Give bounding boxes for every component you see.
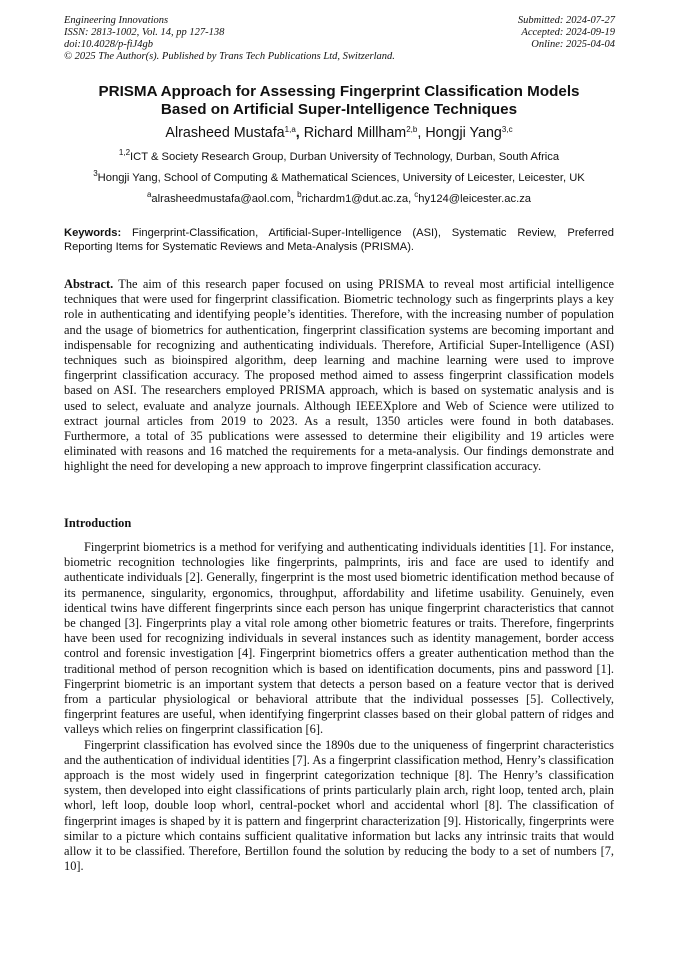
author-2: Richard Millham: [303, 125, 407, 141]
affiliation-2-text: Hongji Yang, School of Computing & Mathematical Sciences, University of Leicester, Leicester, UK: [97, 172, 585, 184]
email-list: $^a$alrasheedmustafa@aol.com, $^b$richardm1@dut.ac.za, $^c$hy124@leicester.ac.za: [146, 190, 532, 205]
doi-line: doi:10.4028/p-fiJ4gb: [64, 39, 153, 50]
abstract-label: Abstract.: [64, 277, 114, 291]
title-line-1: PRISMA Approach for Assessing Fingerprint Classification Models: [98, 83, 580, 100]
introduction-body: [64, 540, 614, 874]
accepted-date: Accepted: 2024-09-19: [521, 27, 615, 38]
keywords-block: [64, 226, 614, 254]
issn-line: ISSN: 2813-1002, Vol. 14, pp 127-138: [64, 27, 225, 38]
author-3: Hongji Yang: [425, 125, 502, 141]
affiliation-1: [55, 150, 623, 164]
keywords-text: Fingerprint-Classification, Artificial-Super-Intelligence (ASI), Systematic Review, Preferred Reporting Items for Systematic Reviews and Meta-Analysis (PRISMA).: [64, 227, 615, 253]
email-c[interactable]: hy124@leicester.ac.za: [418, 193, 532, 205]
author-1-sup: 1,a: [284, 125, 296, 134]
email-b[interactable]: richardm1@dut.ac.za: [301, 193, 409, 205]
author-2-sup: 2,b: [406, 125, 418, 134]
journal-header: [64, 15, 395, 63]
title-line-2: Based on Artificial Super-Intelligence Techniques: [160, 101, 518, 118]
email-a[interactable]: alrasheedmustafa@aol.com: [151, 193, 291, 205]
author-3-sup: 3,c: [501, 125, 513, 134]
affiliation-1-sup: 1,2: [118, 148, 131, 157]
introduction-heading: Introduction: [64, 516, 132, 530]
author-list: Alrasheed Mustafa$^{1,a}$, Richard Millham$^{2,b}$, Hongji Yang$^{3,c}$: [165, 125, 513, 141]
email-a-sup: a: [146, 190, 152, 199]
affiliation-2-sup: 3: [93, 169, 98, 178]
online-date: Online: 2025-04-04: [531, 39, 615, 50]
intro-paragraph-1: Fingerprint biometrics is a method for verifying and authenticating individuals identities [1]. For instance, biometric recognition technologies like fingerprints, palmprints, iris and face are used to identify and authenticate individuals [2]. Generally, fingerprint is the most used biometric identification method because of its permanence, singularity, ergonomics, throughput, affordability and lifetime usability. Genuinely, even identical twins have different fingerprints since each person has unique fingerprint characteristics that cannot be changed [3]. Fingerprints play a vital role among other biometric features or traits. Therefore, fingerprints have been used for recognizing individuals in several instances such as identity management, border access control and forensic investigation [4]. Fingerprint biometrics offers a greater authentication method than the traditional method of person recognition which is based on identification documents, pins and password [1]. Fingerprint biometric is an important system that detects a person based on a feature vector that is derived from a particular physiological or behavioral attribute that the individual possesses [5]. Collectively, fingerprint features are useful, when identifying fingerprint classes based on their global pattern of ridges and valleys which relies on fingerprint classification [6].: [64, 540, 614, 737]
intro-paragraph-2: Fingerprint classification has evolved since the 1890s due to the uniqueness of fingerprint characteristics and the authentication of individual identities [7]. As a fingerprint classification method, Henry’s classification approach is the most widely used in fingerprint categorization technique [8]. The Henry’s classification system, then developed into eight classifications of prints particularly plain arch, right loop, tented arch, plain whorl, left loop, double loop whorl, central-pocket whorl and accidental whorl [8]. The classification of fingerprint images is shaped by it is pattern and fingerprint characterization [9]. Historically, fingerprints were similar to a picture which contains sufficient qualitative information but lacks any intrinsic traits that would allow it to be classified. Therefore, Bertillon found the solution by reducing the body to a set of numbers [7, 10].: [64, 737, 614, 874]
affiliation-1-text: ICT & Society Research Group, Durban University of Technology, Durban, South Africa: [130, 151, 560, 163]
abstract-block: [64, 277, 614, 475]
affiliation-2: [55, 171, 623, 185]
dates-header: [518, 15, 615, 51]
journal-name: Engineering Innovations: [64, 15, 169, 26]
keywords-label: Keywords:: [64, 227, 122, 239]
email-c-sup: c: [414, 190, 419, 199]
copyright-line: © 2025 The Author(s). Published by Trans Tech Publications Ltd, Switzerland.: [64, 51, 395, 62]
abstract-text: The aim of this research paper focused on using PRISMA to reveal most artificial intelligence techniques that were used for fingerprint classification. Biometric technology such as fingerprints plays a key role in authenticating and identifying people’s identities. Therefore, with the increasing number of population and the usage of biometrics for authentication, fingerprint classification systems are becoming important and indispensable for recognizing and authenticating individuals. Therefore, Artificial Super-Intelligence (ASI) techniques such as bioinspired algorithm, deep learning and machine learning were used to improve fingerprint classification accuracy. The proposed method aimed to assess fingerprint classification models based on ASI. The researchers employed PRISMA approach, which is based on systematic analysis and is used to select, evaluate and analyze journals. Although IEEEXplore and Web of Science were utilized to extract journal articles from 2019 to 2023. As a result, 1350 articles were found in both databases. Furthermore, a total of 35 publications were assessed to determine their eligibility and 19 articles were eliminated with reasons and 16 matched the requirements for a meta-analysis. Our findings demonstrate and highlight the need for developing a new approach to improve fingerprint classification accuracy.: [64, 277, 614, 474]
email-b-sup: b: [297, 190, 302, 199]
author-1: Alrasheed Mustafa: [165, 125, 285, 141]
submitted-date: Submitted: 2024-07-27: [517, 15, 615, 26]
paper-title: [60, 83, 618, 119]
